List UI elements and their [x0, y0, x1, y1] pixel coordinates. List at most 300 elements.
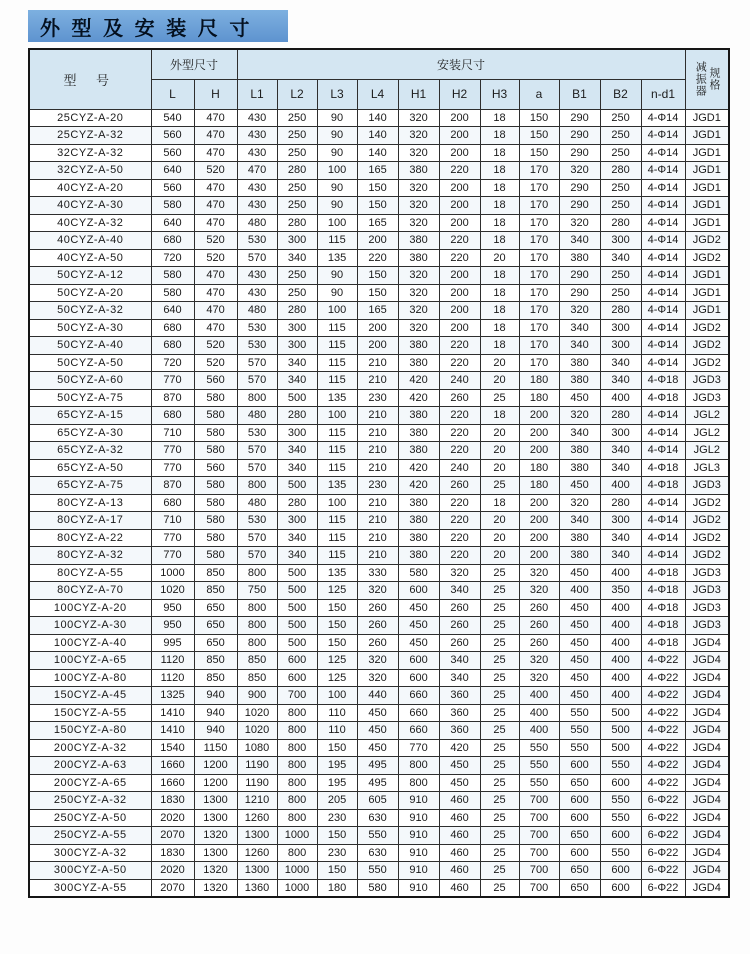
table-cell: 580 [194, 424, 237, 442]
table-cell: 170 [519, 302, 559, 320]
table-cell: 100 [317, 214, 357, 232]
table-cell: 520 [194, 162, 237, 180]
table-cell: 380 [398, 337, 439, 355]
table-cell: 800 [237, 477, 277, 495]
table-cell: 200 [439, 319, 480, 337]
sub-header-cell: n-d1 [641, 79, 685, 109]
table-cell: 250 [600, 267, 641, 285]
table-cell: 460 [439, 879, 480, 897]
table-cell: 200 [519, 529, 559, 547]
table-cell: 25 [480, 757, 519, 775]
table-cell: 495 [357, 774, 398, 792]
table-row [29, 232, 729, 250]
table-cell: 230 [357, 477, 398, 495]
table-cell: 800 [237, 599, 277, 617]
table-cell: 400 [600, 477, 641, 495]
table-cell: 470 [194, 144, 237, 162]
table-cell: 4-Φ14 [641, 494, 685, 512]
damper-label-word2: 规格 [707, 67, 720, 92]
table-cell: 200 [519, 547, 559, 565]
table-cell: 650 [559, 774, 600, 792]
table-cell: 910 [398, 827, 439, 845]
table-cell: 4-Φ18 [641, 582, 685, 600]
table-cell: 340 [559, 319, 600, 337]
table-cell: 25 [480, 617, 519, 635]
table-cell: 400 [600, 687, 641, 705]
model-cell: 80CYZ-A-13 [29, 494, 151, 512]
table-cell: 910 [398, 862, 439, 880]
table-cell: 25 [480, 774, 519, 792]
table-cell: 25 [480, 792, 519, 810]
model-cell: 25CYZ-A-20 [29, 109, 151, 127]
model-cell: 200CYZ-A-32 [29, 739, 151, 757]
table-cell: 210 [357, 529, 398, 547]
table-cell: 4-Φ14 [641, 424, 685, 442]
table-cell: 4-Φ14 [641, 197, 685, 215]
table-cell: 320 [398, 319, 439, 337]
table-cell: 4-Φ14 [641, 337, 685, 355]
model-cell: 32CYZ-A-32 [29, 144, 151, 162]
table-cell: 380 [559, 459, 600, 477]
table-cell: 300 [600, 232, 641, 250]
table-cell: 340 [439, 669, 480, 687]
table-cell: 580 [194, 389, 237, 407]
table-cell: 100 [317, 302, 357, 320]
table-row [29, 599, 729, 617]
table-cell: 200 [357, 319, 398, 337]
table-cell: 430 [237, 144, 277, 162]
table-cell: 150 [317, 634, 357, 652]
table-cell: 100 [317, 494, 357, 512]
table-cell: 4-Φ14 [641, 214, 685, 232]
table-cell: JGL3 [685, 459, 729, 477]
table-cell: 1830 [151, 844, 194, 862]
table-cell: 660 [398, 722, 439, 740]
table-cell: 600 [559, 757, 600, 775]
table-cell: 250 [277, 179, 317, 197]
table-row [29, 704, 729, 722]
model-cell: 40CYZ-A-30 [29, 197, 151, 215]
table-cell: 4-Φ18 [641, 372, 685, 390]
table-cell: 530 [237, 232, 277, 250]
table-cell: 320 [398, 302, 439, 320]
table-cell: 230 [317, 809, 357, 827]
table-cell: 750 [237, 582, 277, 600]
table-cell: 340 [600, 547, 641, 565]
table-cell: 470 [194, 319, 237, 337]
table-cell: 420 [398, 372, 439, 390]
table-cell: 220 [439, 547, 480, 565]
table-cell: 4-Φ14 [641, 249, 685, 267]
model-cell: 32CYZ-A-50 [29, 162, 151, 180]
table-cell: 470 [194, 214, 237, 232]
table-cell: 710 [151, 424, 194, 442]
table-cell: 140 [357, 109, 398, 127]
table-cell: JGD1 [685, 144, 729, 162]
table-row [29, 687, 729, 705]
sub-header-cell: a [519, 79, 559, 109]
table-cell: 115 [317, 354, 357, 372]
header-group-row [29, 49, 729, 79]
table-cell: 560 [194, 459, 237, 477]
table-cell: 600 [398, 582, 439, 600]
table-cell: 18 [480, 407, 519, 425]
model-cell: 100CYZ-A-30 [29, 617, 151, 635]
table-cell: 210 [357, 459, 398, 477]
sub-header-cell: H1 [398, 79, 439, 109]
table-cell: 1300 [237, 827, 277, 845]
header-damper-spec [685, 49, 729, 109]
table-cell: 660 [398, 704, 439, 722]
table-cell: 4-Φ22 [641, 774, 685, 792]
table-cell: 170 [519, 267, 559, 285]
table-header [29, 49, 729, 109]
table-cell: 115 [317, 337, 357, 355]
table-cell: 400 [519, 722, 559, 740]
table-cell: 500 [277, 389, 317, 407]
table-cell: 470 [194, 127, 237, 145]
table-row [29, 249, 729, 267]
table-cell: 380 [398, 494, 439, 512]
table-cell: 680 [151, 232, 194, 250]
table-cell: 200 [519, 494, 559, 512]
table-cell: 660 [398, 687, 439, 705]
table-cell: 580 [194, 494, 237, 512]
table-cell: 20 [480, 372, 519, 390]
table-cell: 4-Φ22 [641, 757, 685, 775]
table-cell: 180 [317, 879, 357, 897]
table-cell: 450 [559, 599, 600, 617]
table-cell: 200 [519, 407, 559, 425]
table-cell: 135 [317, 564, 357, 582]
table-cell: 6-Φ22 [641, 809, 685, 827]
table-cell: 320 [519, 582, 559, 600]
table-cell: 280 [277, 494, 317, 512]
table-cell: JGD3 [685, 582, 729, 600]
table-cell: 430 [237, 197, 277, 215]
table-cell: 260 [357, 599, 398, 617]
table-cell: 320 [559, 162, 600, 180]
table-cell: 25 [480, 582, 519, 600]
table-cell: 170 [519, 354, 559, 372]
table-cell: JGL2 [685, 407, 729, 425]
table-cell: 220 [439, 529, 480, 547]
table-cell: 260 [357, 634, 398, 652]
table-cell: 700 [519, 827, 559, 845]
table-cell: 180 [519, 372, 559, 390]
table-cell: 605 [357, 792, 398, 810]
header-install-dims: 安装尺寸 [237, 49, 685, 79]
model-cell: 150CYZ-A-55 [29, 704, 151, 722]
table-cell: 300 [277, 424, 317, 442]
table-cell: 580 [194, 477, 237, 495]
table-cell: 25 [480, 844, 519, 862]
header-model: 型 号 [29, 49, 151, 109]
table-cell: 170 [519, 197, 559, 215]
table-cell: 115 [317, 459, 357, 477]
table-cell: 500 [277, 582, 317, 600]
table-cell: 4-Φ18 [641, 459, 685, 477]
table-cell: 1260 [237, 809, 277, 827]
model-cell: 100CYZ-A-20 [29, 599, 151, 617]
table-cell: 6-Φ22 [641, 879, 685, 897]
table-cell: 200 [357, 337, 398, 355]
table-cell: 450 [559, 389, 600, 407]
table-cell: 450 [559, 669, 600, 687]
table-cell: 440 [357, 687, 398, 705]
table-cell: 280 [277, 162, 317, 180]
table-cell: 170 [519, 179, 559, 197]
table-cell: 115 [317, 372, 357, 390]
table-cell: 600 [398, 669, 439, 687]
table-cell: 600 [559, 792, 600, 810]
table-cell: 110 [317, 722, 357, 740]
table-cell: 290 [559, 267, 600, 285]
table-cell: 380 [559, 354, 600, 372]
table-row [29, 722, 729, 740]
table-cell: JGD1 [685, 214, 729, 232]
table-cell: 4-Φ14 [641, 284, 685, 302]
table-cell: 400 [600, 599, 641, 617]
table-cell: 380 [398, 424, 439, 442]
table-cell: 150 [317, 862, 357, 880]
table-cell: JGD2 [685, 494, 729, 512]
table-cell: JGD1 [685, 179, 729, 197]
table-cell: 320 [519, 564, 559, 582]
table-cell: 4-Φ22 [641, 722, 685, 740]
table-cell: 340 [600, 529, 641, 547]
table-row [29, 582, 729, 600]
table-cell: 580 [194, 529, 237, 547]
table-cell: 300 [277, 232, 317, 250]
table-cell: 4-Φ18 [641, 564, 685, 582]
table-cell: 18 [480, 162, 519, 180]
table-cell: 550 [357, 827, 398, 845]
table-cell: 320 [559, 494, 600, 512]
table-cell: 18 [480, 284, 519, 302]
table-cell: 115 [317, 232, 357, 250]
table-cell: 700 [519, 862, 559, 880]
table-cell: 4-Φ18 [641, 617, 685, 635]
table-cell: 650 [194, 599, 237, 617]
table-cell: 150 [357, 267, 398, 285]
table-cell: 600 [277, 652, 317, 670]
table-cell: 470 [237, 162, 277, 180]
table-cell: 18 [480, 232, 519, 250]
table-cell: 25 [480, 809, 519, 827]
sub-header-cell: L2 [277, 79, 317, 109]
table-cell: 195 [317, 757, 357, 775]
table-cell: 135 [317, 477, 357, 495]
table-cell: 260 [357, 617, 398, 635]
table-cell: JGD3 [685, 599, 729, 617]
table-cell: 4-Φ18 [641, 389, 685, 407]
table-cell: 1410 [151, 704, 194, 722]
table-cell: 570 [237, 354, 277, 372]
table-cell: 480 [237, 214, 277, 232]
table-cell: 580 [194, 512, 237, 530]
table-cell: 4-Φ22 [641, 739, 685, 757]
table-cell: 115 [317, 512, 357, 530]
table-cell: 320 [398, 284, 439, 302]
table-cell: 550 [559, 722, 600, 740]
table-cell: 90 [317, 267, 357, 285]
table-cell: 320 [519, 669, 559, 687]
model-cell: 50CYZ-A-50 [29, 354, 151, 372]
table-cell: 250 [277, 127, 317, 145]
table-cell: JGD4 [685, 809, 729, 827]
table-cell: JGD1 [685, 162, 729, 180]
table-cell: 1020 [237, 704, 277, 722]
table-cell: 20 [480, 424, 519, 442]
table-cell: 470 [194, 109, 237, 127]
table-cell: 90 [317, 179, 357, 197]
table-row [29, 652, 729, 670]
model-cell: 50CYZ-A-60 [29, 372, 151, 390]
table-cell: 430 [237, 109, 277, 127]
model-cell: 80CYZ-A-22 [29, 529, 151, 547]
table-row [29, 197, 729, 215]
table-cell: 450 [559, 687, 600, 705]
table-cell: 25 [480, 722, 519, 740]
table-cell: 600 [600, 879, 641, 897]
table-cell: 18 [480, 267, 519, 285]
table-cell: 340 [277, 442, 317, 460]
table-cell: 560 [151, 127, 194, 145]
table-cell: 450 [439, 757, 480, 775]
table-cell: 630 [357, 809, 398, 827]
sub-header-cell: B1 [559, 79, 600, 109]
table-cell: 320 [357, 669, 398, 687]
table-cell: 500 [600, 704, 641, 722]
table-cell: 280 [277, 214, 317, 232]
table-cell: 340 [559, 512, 600, 530]
table-cell: 520 [194, 249, 237, 267]
table-cell: 600 [398, 652, 439, 670]
model-cell: 100CYZ-A-80 [29, 669, 151, 687]
table-cell: 4-Φ14 [641, 547, 685, 565]
table-cell: 20 [480, 249, 519, 267]
table-cell: 115 [317, 547, 357, 565]
table-body [29, 109, 729, 897]
table-cell: JGD1 [685, 267, 729, 285]
table-cell: 1020 [151, 582, 194, 600]
table-cell: 320 [398, 127, 439, 145]
table-cell: 520 [194, 232, 237, 250]
table-cell: JGD4 [685, 774, 729, 792]
table-cell: 800 [277, 774, 317, 792]
table-cell: 220 [439, 407, 480, 425]
table-cell: JGD2 [685, 512, 729, 530]
table-row [29, 617, 729, 635]
table-cell: 115 [317, 424, 357, 442]
table-cell: 220 [357, 249, 398, 267]
table-cell: 340 [600, 354, 641, 372]
table-cell: 25 [480, 862, 519, 880]
table-cell: 18 [480, 109, 519, 127]
table-cell: 20 [480, 442, 519, 460]
table-cell: 420 [398, 389, 439, 407]
table-cell: 20 [480, 547, 519, 565]
table-cell: 165 [357, 162, 398, 180]
table-cell: 180 [519, 389, 559, 407]
table-cell: 900 [237, 687, 277, 705]
table-cell: JGD3 [685, 477, 729, 495]
table-cell: 850 [194, 652, 237, 670]
table-cell: 570 [237, 249, 277, 267]
table-cell: 125 [317, 582, 357, 600]
table-cell: 770 [151, 547, 194, 565]
table-cell: 450 [559, 652, 600, 670]
table-cell: JGD3 [685, 389, 729, 407]
table-cell: 340 [439, 652, 480, 670]
table-cell: 90 [317, 127, 357, 145]
table-cell: 2070 [151, 827, 194, 845]
model-cell: 40CYZ-A-40 [29, 232, 151, 250]
table-cell: 340 [277, 547, 317, 565]
table-cell: 1020 [237, 722, 277, 740]
table-row [29, 512, 729, 530]
model-cell: 150CYZ-A-80 [29, 722, 151, 740]
table-cell: 550 [559, 704, 600, 722]
table-cell: 1120 [151, 652, 194, 670]
table-cell: 25 [480, 652, 519, 670]
table-cell: 580 [357, 879, 398, 897]
table-cell: JGD3 [685, 617, 729, 635]
table-cell: 460 [439, 827, 480, 845]
table-cell: 1660 [151, 757, 194, 775]
table-cell: 600 [600, 774, 641, 792]
table-cell: 260 [439, 477, 480, 495]
table-cell: 2070 [151, 879, 194, 897]
table-cell: 600 [559, 809, 600, 827]
table-cell: 200 [439, 267, 480, 285]
table-cell: 150 [357, 284, 398, 302]
sub-header-cell: H3 [480, 79, 519, 109]
table-cell: 115 [317, 442, 357, 460]
table-row [29, 354, 729, 372]
table-row [29, 529, 729, 547]
table-cell: 1300 [237, 862, 277, 880]
table-cell: 210 [357, 494, 398, 512]
table-row [29, 792, 729, 810]
table-cell: 280 [600, 162, 641, 180]
table-cell: 710 [151, 512, 194, 530]
table-cell: 400 [519, 704, 559, 722]
table-cell: 380 [559, 372, 600, 390]
table-cell: 18 [480, 127, 519, 145]
table-cell: 530 [237, 424, 277, 442]
table-cell: 340 [277, 372, 317, 390]
table-cell: 570 [237, 547, 277, 565]
table-cell: 1200 [194, 757, 237, 775]
sub-header-cell: H2 [439, 79, 480, 109]
table-cell: 4-Φ14 [641, 529, 685, 547]
table-cell: 540 [151, 109, 194, 127]
table-cell: 25 [480, 634, 519, 652]
table-cell: 6-Φ22 [641, 844, 685, 862]
table-cell: 460 [439, 792, 480, 810]
table-cell: 25 [480, 704, 519, 722]
damper-vertical-label [686, 50, 729, 109]
table-cell: 135 [317, 249, 357, 267]
table-cell: 210 [357, 547, 398, 565]
table-row [29, 214, 729, 232]
model-cell: 65CYZ-A-50 [29, 459, 151, 477]
table-row [29, 879, 729, 897]
table-cell: 115 [317, 319, 357, 337]
table-cell: 340 [600, 249, 641, 267]
